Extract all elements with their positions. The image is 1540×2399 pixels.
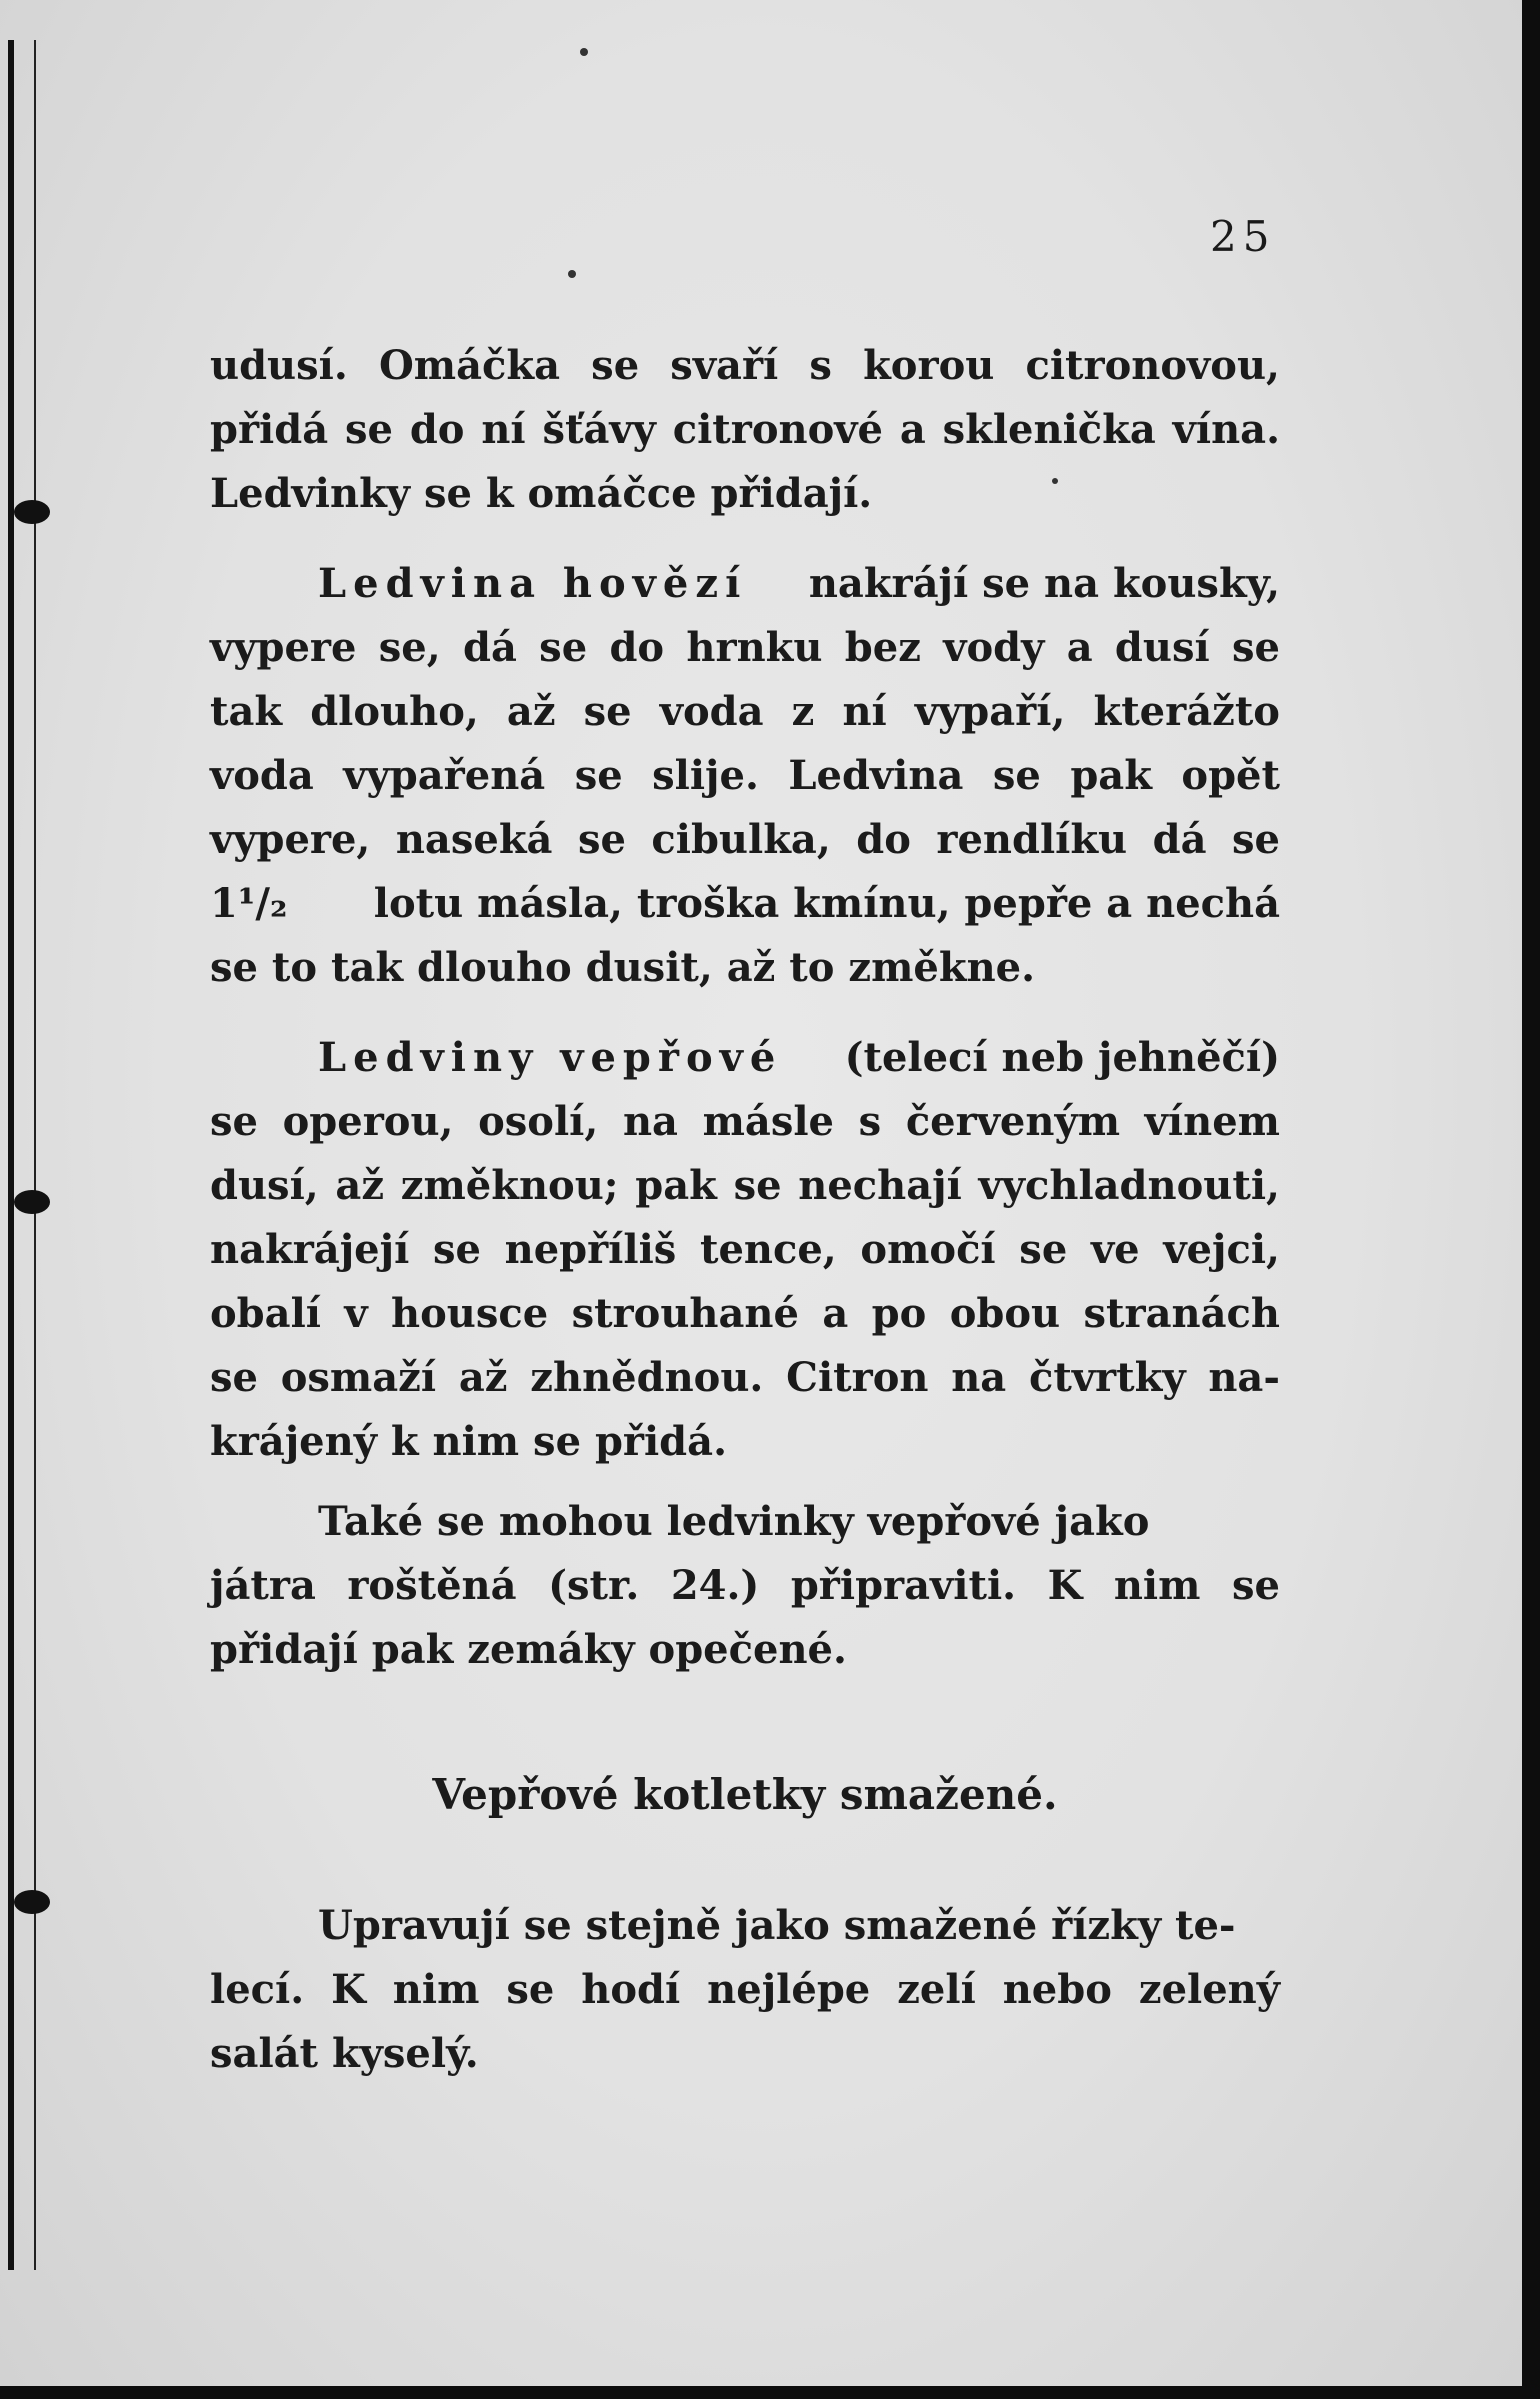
paragraph-ledvina-hovezi — [210, 552, 1280, 1000]
word: nim — [392, 1966, 480, 2013]
word: se — [432, 1226, 481, 1273]
word: se — [577, 816, 626, 863]
word: dusí, — [210, 1162, 319, 1209]
word: se — [539, 624, 588, 671]
word: ve — [1090, 1226, 1140, 1273]
word: vínem — [1144, 1098, 1280, 1145]
word: se — [733, 1162, 782, 1209]
section-heading: Vepřové kotletky smažené. — [432, 1770, 1058, 1819]
word: do — [609, 624, 665, 671]
word: opět — [1181, 752, 1280, 799]
word: červeným — [905, 1098, 1121, 1145]
text-line: Ledvina hovězí nakrájí se na kousky, — [210, 552, 1280, 616]
binding-knot — [14, 1190, 50, 1214]
word: a — [899, 406, 926, 453]
word: obalí — [210, 1290, 321, 1337]
word: se — [210, 1354, 258, 1401]
paragraph-ledviny-veprove — [210, 1026, 1280, 1474]
word: v — [344, 1290, 368, 1337]
word: tak — [210, 688, 283, 735]
word: vína. — [1172, 406, 1280, 453]
word: dá — [462, 624, 517, 671]
word: kterážto — [1093, 688, 1280, 735]
word: nepříliš — [504, 1226, 677, 1273]
word: na — [622, 1098, 678, 1145]
word: se — [574, 752, 623, 799]
word: až — [506, 688, 556, 735]
word: bez — [844, 624, 921, 671]
word: nakrájejí — [210, 1226, 410, 1273]
word: citronovou, — [1025, 342, 1280, 389]
text-line — [210, 1346, 1280, 1410]
word: pak — [635, 1162, 717, 1209]
word: citronové — [672, 406, 883, 453]
word: zelí — [897, 1966, 976, 2013]
word: až — [458, 1354, 508, 1401]
word: změknou; — [400, 1162, 619, 1209]
word: K — [1047, 1562, 1083, 1609]
word: nebo — [1002, 1966, 1112, 2013]
paragraph-upravuji — [210, 1894, 1280, 2086]
word: se — [583, 688, 632, 735]
word: ní — [842, 688, 887, 735]
word: se — [506, 1966, 555, 2013]
word: se — [1231, 1562, 1280, 1609]
text-line — [210, 1958, 1280, 2022]
word: až — [335, 1162, 385, 1209]
word: stranách — [1083, 1290, 1280, 1337]
word: tence, — [699, 1226, 837, 1273]
word: K — [331, 1966, 366, 2013]
word: vody — [943, 624, 1045, 671]
word: sklenička — [942, 406, 1156, 453]
word: zelený — [1138, 1966, 1280, 2013]
word: korou — [863, 342, 995, 389]
word: vypere, — [210, 816, 371, 863]
word: se — [344, 406, 393, 453]
text-line: krájený k nim se přidá. — [210, 1418, 727, 1465]
text-line: Také se mohou ledvinky vepřové jako — [318, 1498, 1150, 1545]
word: Omáčka — [378, 342, 561, 389]
text-line: Ledviny vepřové (telecí neb jehněčí) — [210, 1026, 1280, 1090]
word: připraviti. — [790, 1562, 1017, 1609]
text-line — [210, 744, 1280, 808]
word: vypaří, — [914, 688, 1066, 735]
text-line — [210, 1282, 1280, 1346]
word: s — [858, 1098, 882, 1145]
text-line: se to tak dlouho dusit, až to změkne. — [210, 944, 1036, 991]
text-line — [210, 616, 1280, 680]
text-line — [210, 1554, 1280, 1618]
word: dusí — [1114, 624, 1210, 671]
word: strouhané — [571, 1290, 799, 1337]
word: 24.) — [670, 1562, 760, 1609]
word: hodí — [581, 1966, 681, 2013]
word: vypere — [210, 624, 357, 671]
word: vypařená — [343, 752, 546, 799]
word: udusí. — [210, 342, 348, 389]
word: se, — [378, 624, 441, 671]
binding-knot — [14, 1890, 50, 1914]
word: se — [992, 752, 1041, 799]
text-line — [210, 1154, 1280, 1218]
word: a — [822, 1290, 849, 1337]
text-line — [210, 808, 1280, 872]
text-line — [210, 680, 1280, 744]
word: operou, — [282, 1098, 454, 1145]
text-line — [210, 1218, 1280, 1282]
word: slije. — [652, 752, 759, 799]
word: osolí, — [478, 1098, 599, 1145]
text-line: 1¹/₂ lotu másla, troška kmínu, pepře a nechá — [210, 872, 1280, 936]
word: čtvrtky — [1028, 1354, 1186, 1401]
word: (str. — [548, 1562, 640, 1609]
word: rendlíku — [936, 816, 1128, 863]
word: šťávy — [542, 406, 656, 453]
text-line: přidají pak zemáky opečené. — [210, 1626, 847, 1673]
word: ní — [481, 406, 526, 453]
paper-speck — [580, 48, 588, 56]
word: obou — [949, 1290, 1061, 1337]
word: Ledvina — [788, 752, 964, 799]
page-number: 25 — [1210, 212, 1276, 261]
word: Citron — [786, 1354, 929, 1401]
word: dlouho, — [310, 688, 479, 735]
emphasized-term: Ledvina hovězí — [318, 560, 748, 607]
word: se — [1232, 624, 1280, 671]
word: se — [1019, 1226, 1068, 1273]
word: nejlépe — [707, 1966, 871, 2013]
paragraph-take-se-mohou — [210, 1490, 1280, 1682]
paragraph-continuation — [210, 334, 1280, 526]
word: se — [591, 342, 640, 389]
word: voda — [659, 688, 764, 735]
word: vychladnouti, — [978, 1162, 1280, 1209]
word: do — [856, 816, 911, 863]
text-line — [210, 1090, 1280, 1154]
word: na — [951, 1354, 1007, 1401]
word: pak — [1070, 752, 1152, 799]
word: nechají — [798, 1162, 962, 1209]
word: játra — [210, 1562, 316, 1609]
text-line — [210, 398, 1280, 462]
word: a — [1066, 624, 1093, 671]
word: vejci, — [1163, 1226, 1280, 1273]
word: osmaží — [280, 1354, 437, 1401]
word: cibulka, — [651, 816, 831, 863]
word: roštěná — [347, 1562, 517, 1609]
text-line: salát kyselý. — [210, 2030, 479, 2077]
word: housce — [391, 1290, 549, 1337]
text-line — [210, 334, 1280, 398]
word: se — [210, 1098, 258, 1145]
word: omočí — [860, 1226, 996, 1273]
word: do — [409, 406, 465, 453]
fraction: 1¹/₂ — [210, 880, 288, 927]
word: lecí. — [210, 1966, 305, 2013]
book-binding — [8, 40, 36, 2270]
emphasized-term: Ledviny vepřové — [318, 1034, 783, 1081]
word: na- — [1208, 1354, 1280, 1401]
word: voda — [210, 752, 314, 799]
word: se — [1232, 816, 1280, 863]
word: s — [809, 342, 832, 389]
word: nim — [1113, 1562, 1201, 1609]
word: dá — [1152, 816, 1207, 863]
word: z — [791, 688, 815, 735]
word: hrnku — [686, 624, 823, 671]
text-line: Upravují se stejně jako smažené řízky te- — [318, 1902, 1236, 1949]
word: zhnědnou. — [530, 1354, 764, 1401]
word: po — [871, 1290, 927, 1337]
text-line: Ledvinky se k omáčce přidají. — [210, 470, 873, 517]
word: přidá — [210, 406, 329, 453]
binding-knot — [14, 500, 50, 524]
word: svaří — [670, 342, 779, 389]
paper-speck — [568, 270, 576, 278]
word: másle — [702, 1098, 834, 1145]
word: naseká — [395, 816, 553, 863]
